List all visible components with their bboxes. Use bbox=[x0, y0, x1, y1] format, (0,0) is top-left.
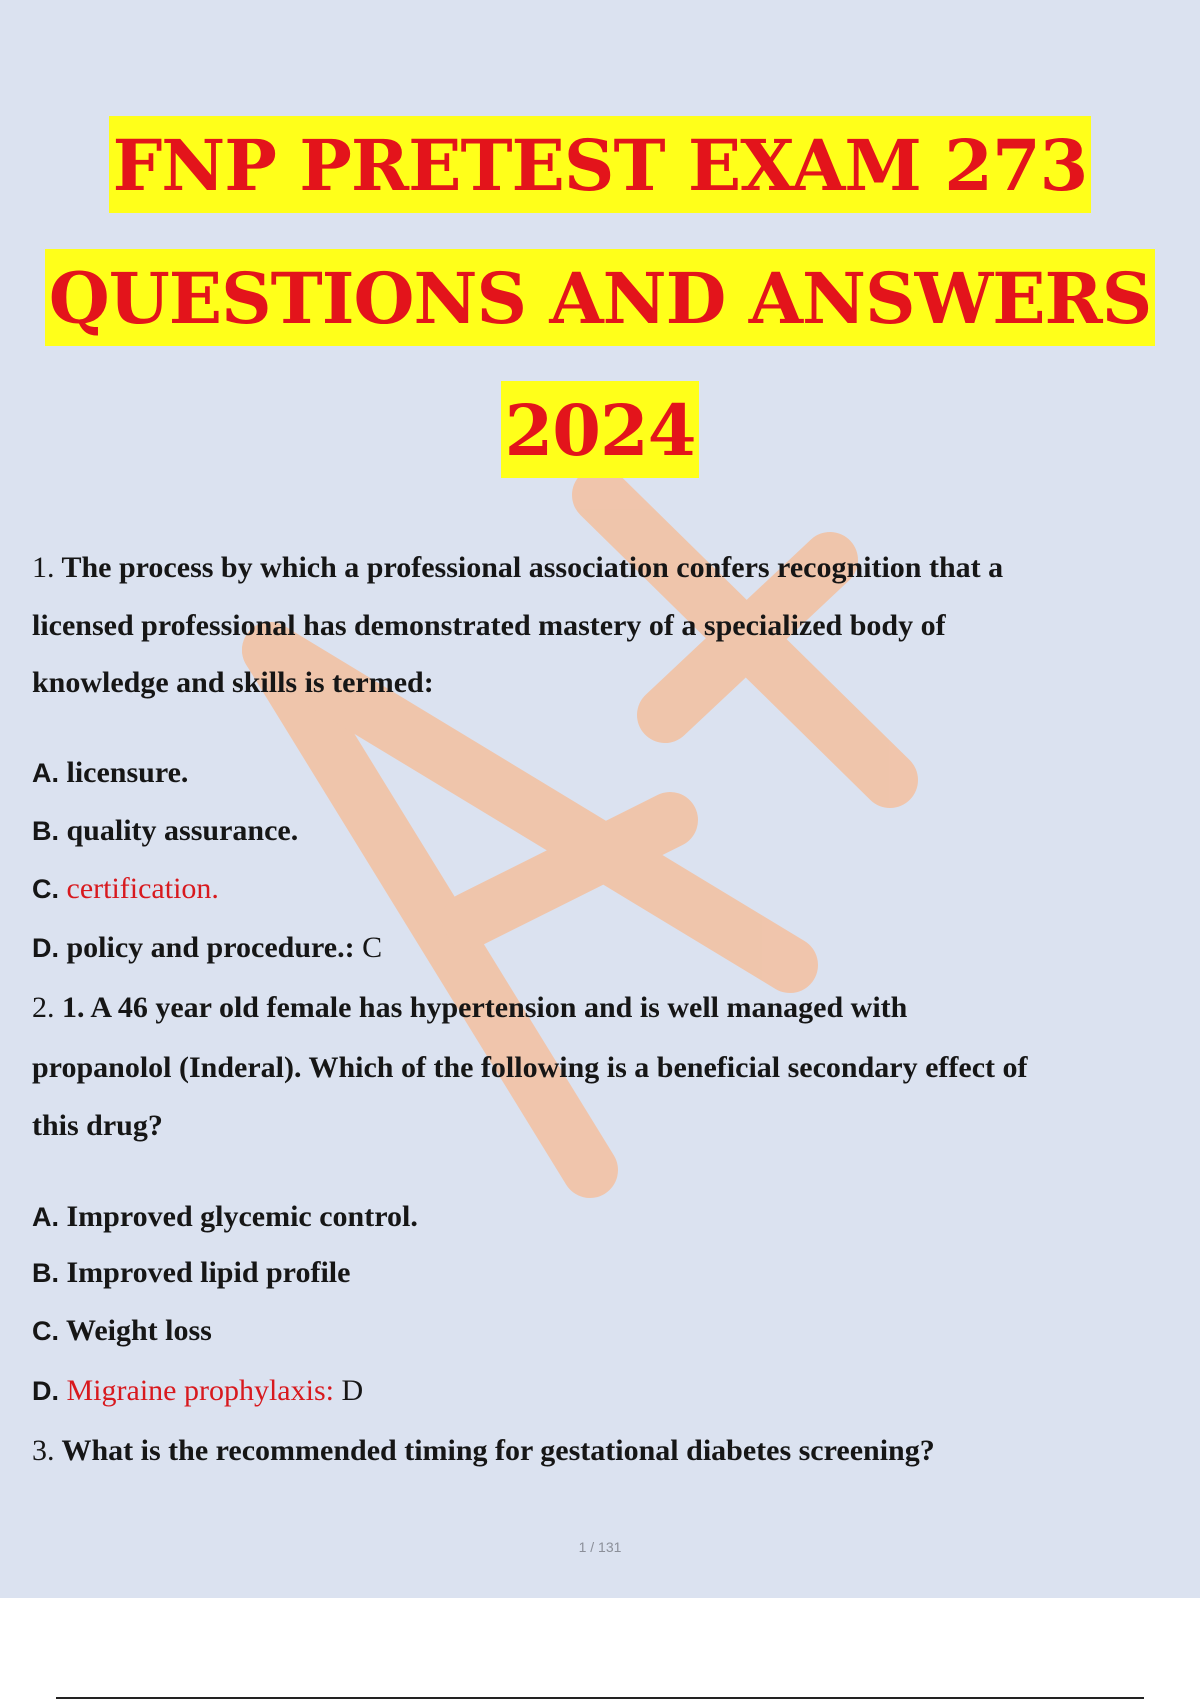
document-title-line-2: QUESTIONS AND ANSWERS bbox=[0, 264, 1200, 334]
answer-key: C bbox=[362, 931, 383, 964]
question-1-option-d: D. policy and procedure.: C bbox=[32, 931, 383, 964]
question-1-option-b: B. quality assurance. bbox=[32, 814, 299, 847]
question-2-line-3: this drug? bbox=[32, 1109, 163, 1142]
question-2-option-c: C. Weight loss bbox=[32, 1314, 212, 1347]
question-3-line-1: 3. What is the recommended timing for gestational diabetes screening? bbox=[32, 1434, 935, 1467]
question-2-option-a: A. Improved glycemic control. bbox=[32, 1200, 418, 1233]
watermark-a-crossbar bbox=[470, 820, 670, 920]
question-2-option-b: B. Improved lipid profile bbox=[32, 1256, 351, 1289]
question-1-line-3: knowledge and skills is termed: bbox=[32, 666, 434, 699]
bottom-divider bbox=[56, 1697, 1144, 1699]
document-title-line-3: 2024 bbox=[0, 396, 1200, 466]
document-title-line-1: FNP PRETEST EXAM 273 bbox=[0, 131, 1200, 201]
page-indicator: 1 / 131 bbox=[578, 1539, 622, 1555]
viewer-bottom-area bbox=[0, 1598, 1200, 1700]
question-1-line-2: licensed professional has demonstrated mastery of a specialized body of bbox=[32, 609, 946, 642]
question-2-line-1: 2. 1. A 46 year old female has hypertension and is well managed with bbox=[32, 991, 908, 1024]
question-2-line-2: propanolol (Inderal). Which of the following is a beneficial secondary effect of bbox=[32, 1051, 1028, 1084]
correct-answer-highlight: Migraine prophylaxis: bbox=[66, 1374, 334, 1407]
answer-key: D bbox=[341, 1374, 364, 1407]
question-1-option-a: A. licensure. bbox=[32, 756, 189, 789]
question-1-line-1: 1. The process by which a professional association confers recognition that a bbox=[32, 551, 1004, 584]
question-1-option-c: C. certification. bbox=[32, 872, 219, 905]
watermark-a-left-stroke bbox=[270, 650, 590, 1170]
correct-answer-highlight: certification. bbox=[66, 872, 219, 905]
question-2-option-d: D. Migraine prophylaxis: D bbox=[32, 1374, 364, 1407]
